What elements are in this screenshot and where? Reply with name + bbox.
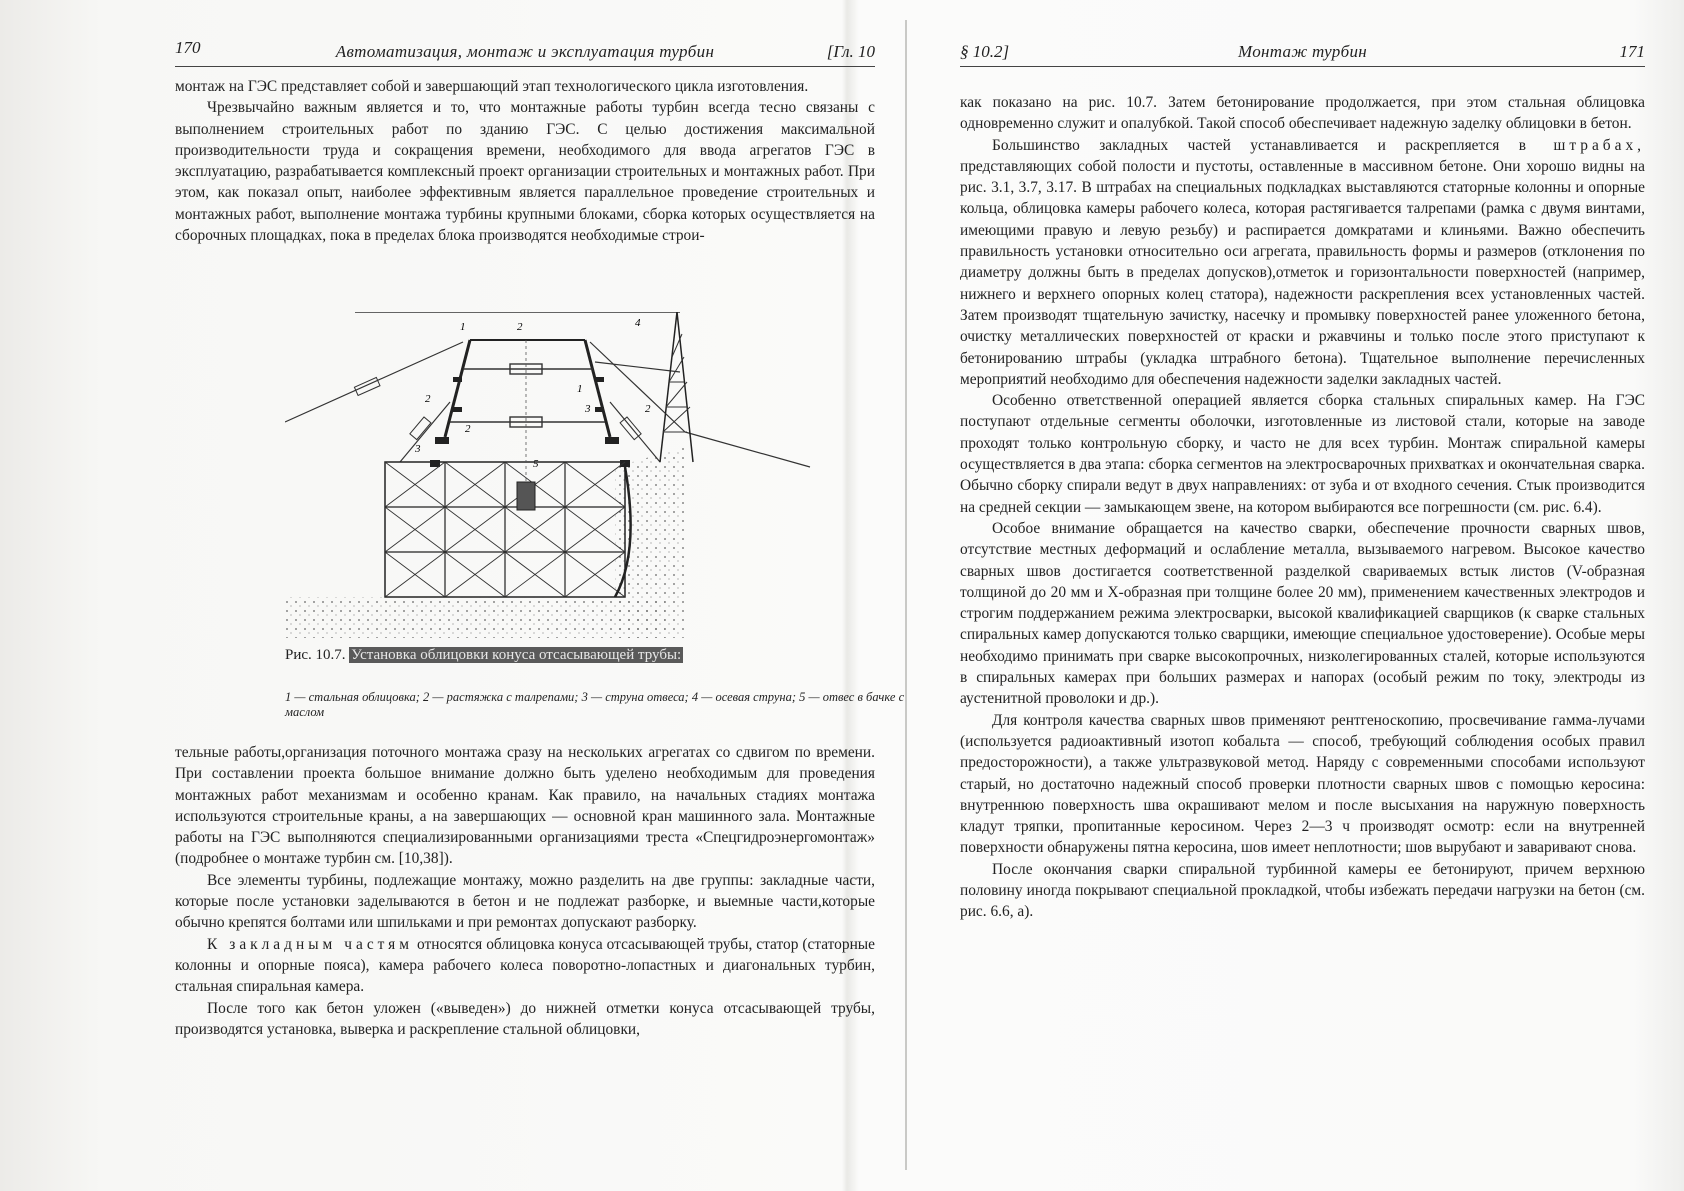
figure-label: 1 — [460, 321, 466, 333]
paragraph: Особенно ответственной операцией является сборка стальных спиральных камер. На ГЭС поступают отдельные сегменты оболочки, изготовленные из листовой стали, которые на заводе проходят только контрольную сборку, и часто не для всех турбин. Монтаж спиральной камеры осуществляется в два этапа: сборка сегментов на электросварочных прихватках и окончательная сварка. Обычно сборку спирали ведут в двух направлениях: от зуба и от входного сечения. Стык производится на средней секции — замыкающем звене, на котором выбираются все погрешности (см. рис. 6.4). — [960, 392, 1645, 516]
figure-label: 2 — [517, 321, 523, 333]
concrete-base — [285, 597, 665, 638]
plumb-bucket — [517, 482, 535, 510]
paragraph — [175, 934, 875, 998]
paragraph-part: Большинство закладных частей устанавливается и раскрепляется — [992, 136, 1519, 154]
page-number-right: 171 — [1619, 42, 1645, 61]
figure-label: 3 — [415, 443, 421, 455]
paragraph: После окончания сварки спиральной турбинной камеры ее бетонируют, причем верхнюю половину иногда покрывают специальной прокладкой, чтобы избежать передачи нагрузки на бетон (см. рис. 6.6, а). — [960, 860, 1645, 921]
figure-label: 5 — [533, 458, 539, 470]
right-page-header — [960, 38, 1645, 68]
left-bottom-text — [175, 742, 875, 1040]
paragraph: Для контроля качества сварных швов применяют рентгеноскопию, просвечивание гамма-лучами (используется радиоактивный изотоп кобальта — способ, требующий соблюдения особых правил предосторожности), а также ультразвуковой метод. Наряду с современными способами используют старый, но достаточно надежный способ проверки плотности сварных швов с помощью керосина: внутреннюю поверхность шва окрашивают мелом и после высыхания на наружную поверхность кладут тряпки, пропитанные керосином. Через 2—3 ч производят осмотр: если на внутренней поверхности обнаружены пятна керосина, шов имеет неплотности; шов вырубают и заваривают снова. — [960, 711, 1645, 857]
right-page — [960, 0, 1645, 1191]
figure-legend: 1 — стальная облицовка; 2 — растяжка с талрепами; 3 — струна отвеса; 4 — осевая струна; 5 — отвес в бачке с маслом — [285, 690, 905, 719]
figure-caption — [285, 646, 925, 664]
running-title-left: Автоматизация, монтаж и эксплуатация турбин — [335, 42, 715, 61]
paragraph-part: представляющих собой полости и пустоты, оставленные в массивном бетоне. Они хорошо видны на рис. 3.1, 3.7, 3.17. В штрабах на специальных подкладках выставляются статорные колонны и опорные кольца, облицовка камеры рабочего колеса, которая растягивается талрепами (рамка с двумя винтами, имеющими правую и левую резьбу) и распирается домкратами и клиньями. Важно обеспечить правильность установки относительно оси агрегата, правильность формы и размеров (отклонения по диаметру должны быть в пределах допусков),отметок и горизонтальности поверхностей (например, нижнего и верхнего опорных колец статора), надежности раскрепления всех установленных частей. Затем производят тщательную зачистку, насечку и промывку поверхностей ранее уложенного бетона, очистку металлических поверхностей от краски и ржавчины и только после этого приступают к бетонированию штрабы (укладка штрабного бетона). Тщательное выполнение перечисленных мероприятий необходимо для обеспечения надежности заделки закладных частей. — [960, 157, 1645, 388]
paragraph: Все элементы турбины, подлежащие монтажу, можно разделить на две группы: закладные части, которые после установки заделываются в бетон и не подлежат разборке, и выемные части,которые обычно крепятся болтами или шпильками и при ремонтах допускают разборку. — [175, 871, 875, 932]
figure-label: 2 — [465, 423, 471, 435]
paragraph: монтаж на ГЭС представляет собой и завершающий этап технологического цикла изготовления. — [175, 78, 809, 95]
figure-10-7 — [285, 312, 915, 638]
figure-label: 3 — [585, 403, 591, 415]
paragraph — [960, 135, 1645, 391]
caption-prefix: Рис. 10.7. — [285, 647, 346, 663]
header-rule-left — [175, 66, 875, 67]
running-title-right: Монтаж турбин — [1238, 42, 1367, 61]
caption-title: Установка облицовки конуса отсасывающей трубы: — [351, 647, 682, 663]
left-page — [175, 0, 905, 1191]
paragraph-rest: относятся облицовка конуса отсасывающей трубы, статор (статорные колонны и опорные пояса), камера рабочего колеса поворотно-лопастных и диагональных турбин, стальная спиральная камера. — [175, 935, 875, 996]
paragraph: После того как бетон уложен («выведен») до нижней отметки конуса отсасывающей трубы, производятся установка, выверка и раскрепление стальной облицовки, — [175, 999, 875, 1038]
paragraph: Чрезвычайно важным является и то, что монтажные работы турбин всегда тесно связаны с выполнением строительных работ по зданию ГЭС. С целью достижения максимальной производительности труда и сокращения времени, необходимого для ввода агрегатов ГЭС в эксплуатацию, разрабатывается комплексный проект организации строительных и монтажных работ. При этом, как показал опыт, наиболее эффективным является параллельное проведение строительных и монтажных работ, выполнение монтажа турбины крупными блоками, сборка которых осуществляется на сборочных площадках, пока в пределах блока производятся необходимые строи- — [175, 99, 875, 245]
section-marker: § 10.2] — [960, 42, 1010, 61]
page-number-left: 170 — [175, 38, 201, 57]
left-top-text — [175, 76, 875, 246]
paragraph: как показано на рис. 10.7. Затем бетонирование продолжается, при этом стальная облицовка одновременно служит и опалубкой. Такой способ обеспечивает надежную заделку облицовки в бетон. — [960, 94, 1645, 133]
right-text — [960, 92, 1645, 923]
spaced-term: К закладным частям — [207, 935, 414, 953]
figure-label: 2 — [645, 403, 651, 415]
figure-label: 2 — [425, 393, 431, 405]
paragraph: тельные работы,организация поточного монтажа сразу на нескольких агрегатах со сдвигом по времени. При составлении проекта большое внимание должно быть уделено необходимым для проведения монтажных работ механизмам и особенно кранам. Как правило, на начальных стадиях монтажа используются строительные краны, а на завершающих — основной кран машинного зала. Монтажные работы на ГЭС выполняются специализированными организациями треста «Спецгидроэнергомонтаж» (подробнее о монтаже турбин см. [10,38]). — [175, 744, 875, 868]
paragraph: Особое внимание обращается на качество сварки, обеспечение прочности сварных швов, отсутствие местных деформаций и ослабление металла, вызываемого нагревом. Высокое качество сварных швов достигается соответственной разделкой свариваемых встык листов (V-образная толщиной до 20 мм и X-образная при толщине более 20 мм), применением качественных электродов и строгим поддержанием режима электросварки, высокой квалификацией сварщиков (к сварке стальных спиральных камер допускаются только сварщики, имеющие специальное удостоверение). Особые меры необходимо принимать при сварке высокопрочных, низколегированных сталей, которые используются в спиральных камерах при больших размерах и напорах (особый режим по току, электроды из аустенитной проволоки и др.). — [960, 519, 1645, 708]
figure-label: 1 — [577, 383, 583, 395]
header-rule-right — [960, 66, 1645, 67]
figure-label: 4 — [635, 317, 641, 329]
left-page-header — [175, 38, 875, 68]
chapter-marker: [Гл. 10 — [826, 42, 875, 61]
spaced-term: в штрабах, — [1518, 136, 1645, 154]
